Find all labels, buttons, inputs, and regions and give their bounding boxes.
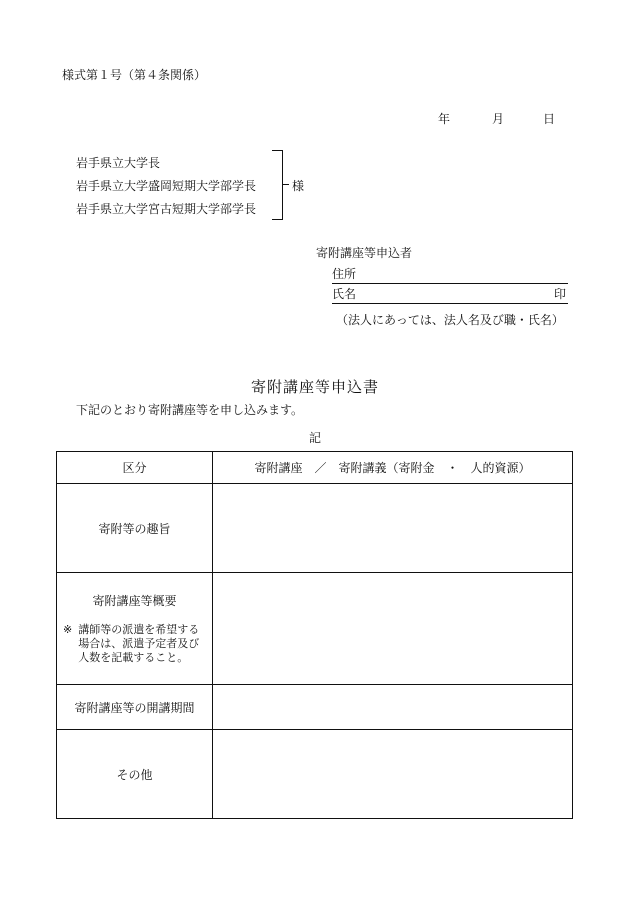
date-month-label: 月 [492,112,505,126]
address-label: 住所 [332,267,357,281]
recipient-morioka-junior-college: 岩手県立大学盛岡短期大学部学長 [76,179,257,193]
name-label: 氏名 [332,287,357,301]
recipient-brace-tick [282,184,289,185]
corporation-note: （法人にあっては、法人名及び職・氏名） [336,313,564,327]
name-field[interactable] [332,285,568,304]
overview-label-cell [57,573,213,685]
intro-text: 下記のとおり寄附講座等を申し込みます。 [76,403,304,417]
overview-input[interactable] [213,573,573,685]
recipient-list [76,152,256,221]
applicant-title: 寄附講座等申込者 [316,246,413,260]
purpose-input[interactable] [213,484,573,573]
date-day-label: 日 [543,112,556,126]
table-row [57,484,573,573]
category-header: 区分 [57,452,213,484]
form-number: 様式第１号（第４条関係） [62,68,207,82]
table-row [57,685,573,730]
table-row [57,730,573,819]
other-input[interactable] [213,730,573,819]
ki-marker: 記 [308,431,321,445]
address-field[interactable] [332,265,568,284]
application-table [56,451,573,819]
period-input[interactable] [213,685,573,730]
purpose-label: 寄附等の趣旨 [57,484,213,573]
recipient-president: 岩手県立大学長 [76,156,161,170]
remark-text: 講師等の派遣を希望する場合は、派遣予定者及び人数を記載すること。 [78,623,200,664]
table-row [57,573,573,685]
period-label: 寄附講座等の開講期間 [57,685,213,730]
honorific: 様 [292,179,305,193]
table-header-row [57,452,573,484]
date-year-label: 年 [438,112,451,126]
overview-remark [63,623,206,665]
other-label: その他 [57,730,213,819]
seal-label: 印 [553,287,566,301]
document-title: 寄附講座等申込書 [250,378,379,396]
overview-label: 寄附講座等概要 [92,594,177,608]
recipient-brace [272,150,283,220]
recipient-miyako-junior-college: 岩手県立大学宮古短期大学部学長 [76,202,257,216]
remark-mark: ※ [63,623,73,636]
category-options[interactable]: 寄附講座 ／ 寄附講義（寄附金 ・ 人的資源） [213,452,573,484]
